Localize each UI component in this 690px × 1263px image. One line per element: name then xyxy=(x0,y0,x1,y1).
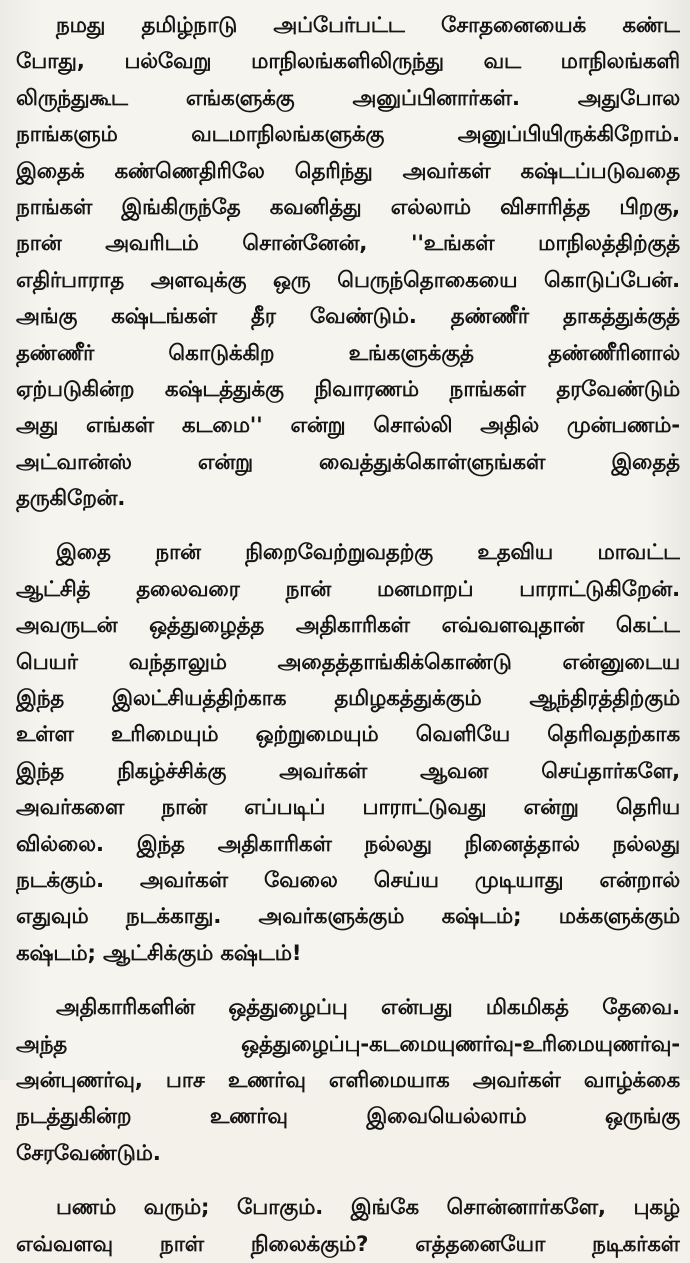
text-line: இதைக் கண்ணெதிரிலே தெரிந்து அவர்கள் கஷ்டப்படுவதை xyxy=(16,158,680,184)
text-line: தருகிறேன். xyxy=(16,486,126,512)
text-line: எதுவும் நடக்காது. அவர்களுக்கும் கஷ்டம்; மக்களுக்கும் xyxy=(16,904,680,930)
text-line: அந்த ஒத்துழைப்பு-கடமையுணர்வு-உரிமையுணர்வு- xyxy=(16,1031,680,1057)
paragraph-3 xyxy=(16,990,680,1172)
text-line: தண்ணீர் கொடுக்கிற உங்களுக்குத் தண்ணீரினால் xyxy=(16,340,680,366)
text-line: நடக்கும். அவர்கள் வேலை செய்ய முடியாது என்றால் xyxy=(16,867,680,893)
paragraph-gap xyxy=(16,972,680,990)
text-line: அவர்களை நான் எப்படிப் பாராட்டுவது என்று தெரிய xyxy=(16,795,680,821)
text-line: பெயர் வந்தாலும் அதைத்தாங்கிக்கொண்டு என்னுடைய xyxy=(16,649,680,675)
text-line: லிருந்துகூட எங்களுக்கு அனுப்பினார்கள். அதுபோல xyxy=(16,85,680,111)
text-line: உள்ள உரிமையும் ஒற்றுமையும் வெளியே தெரிவதற்காக xyxy=(16,722,680,748)
text-line: அன்புணர்வு, பாச உணர்வு எளிமையாக அவர்கள் வாழ்க்கை xyxy=(16,1067,680,1093)
text-line: அது எங்கள் கடமை'' என்று சொல்லி அதில் முன்பணம்- xyxy=(16,413,680,439)
text-line: நான் அவரிடம் சொன்னேன், ''உங்கள் மாநிலத்திற்குத் xyxy=(16,231,680,257)
text-line: இந்த இலட்சியத்திற்காக தமிழகத்துக்கும் ஆந்திரத்திற்கும் xyxy=(16,686,680,712)
text-line: நாங்கள் இங்கிருந்தே கவனித்து எல்லாம் விசாரித்த பிறகு, xyxy=(16,194,680,220)
paragraph-1 xyxy=(16,8,680,517)
text-line: போது, பல்வேறு மாநிலங்களிலிருந்து வட மாநிலங்களி xyxy=(16,49,680,75)
paragraph-4 xyxy=(16,1190,680,1263)
text-line: கஷ்டம்; ஆட்சிக்கும் கஷ்டம்! xyxy=(16,940,302,966)
paragraph-2 xyxy=(16,535,680,972)
text-line: ஆட்சித் தலைவரை நான் மனமாறப் பாராட்டுகிறேன். xyxy=(16,576,680,602)
text-line: நாங்களும் வடமாநிலங்களுக்கு அனுப்பியிருக்கிறோம். xyxy=(16,122,680,148)
text-line: பணம் வரும்; போகும். இங்கே சொன்னார்களே, புகழ் xyxy=(56,1195,680,1221)
text-line: அட்வான்ஸ் என்று வைத்துக்கொள்ளுங்கள் இதைத் xyxy=(16,449,680,475)
text-line: வில்லை. இந்த அதிகாரிகள் நல்லது நினைத்தால் நல்லது xyxy=(16,831,680,857)
text-line: எதிர்பாராத அளவுக்கு ஒரு பெருந்தொகையை கொடுப்பேன். xyxy=(16,267,680,293)
text-line: சேரவேண்டும். xyxy=(16,1140,161,1166)
text-line: இந்த நிகழ்ச்சிக்கு அவர்கள் ஆவன செய்தார்களே, xyxy=(16,758,680,784)
text-line: நடத்துகின்ற உணர்வு இவையெல்லாம் ஒருங்கு xyxy=(16,1104,680,1130)
text-line: ஏற்படுகின்ற கஷ்டத்துக்கு நிவாரணம் நாங்கள் தரவேண்டும் xyxy=(16,376,680,402)
text-line: அவருடன் ஒத்துழைத்த அதிகாரிகள் எவ்வளவுதான் கெட்ட xyxy=(16,613,680,639)
text-line: எவ்வளவு நாள் நிலைக்கும்? எத்தனையோ நடிகர்கள் xyxy=(16,1231,680,1257)
paragraph-gap xyxy=(16,517,680,535)
text-line: நமது தமிழ்நாடு அப்பேர்பட்ட சோதனையைக் கண்ட xyxy=(56,13,680,38)
text-line: இதை நான் நிறைவேற்றுவதற்கு உதவிய மாவட்ட xyxy=(56,540,680,566)
text-line: அதிகாரிகளின் ஒத்துழைப்பு என்பது மிகமிகத் தேவை. xyxy=(56,995,680,1021)
text-line: அங்கு கஷ்டங்கள் தீர வேண்டும். தண்ணீர் தாகத்துக்குத் xyxy=(16,304,680,330)
paragraph-gap xyxy=(16,1172,680,1190)
